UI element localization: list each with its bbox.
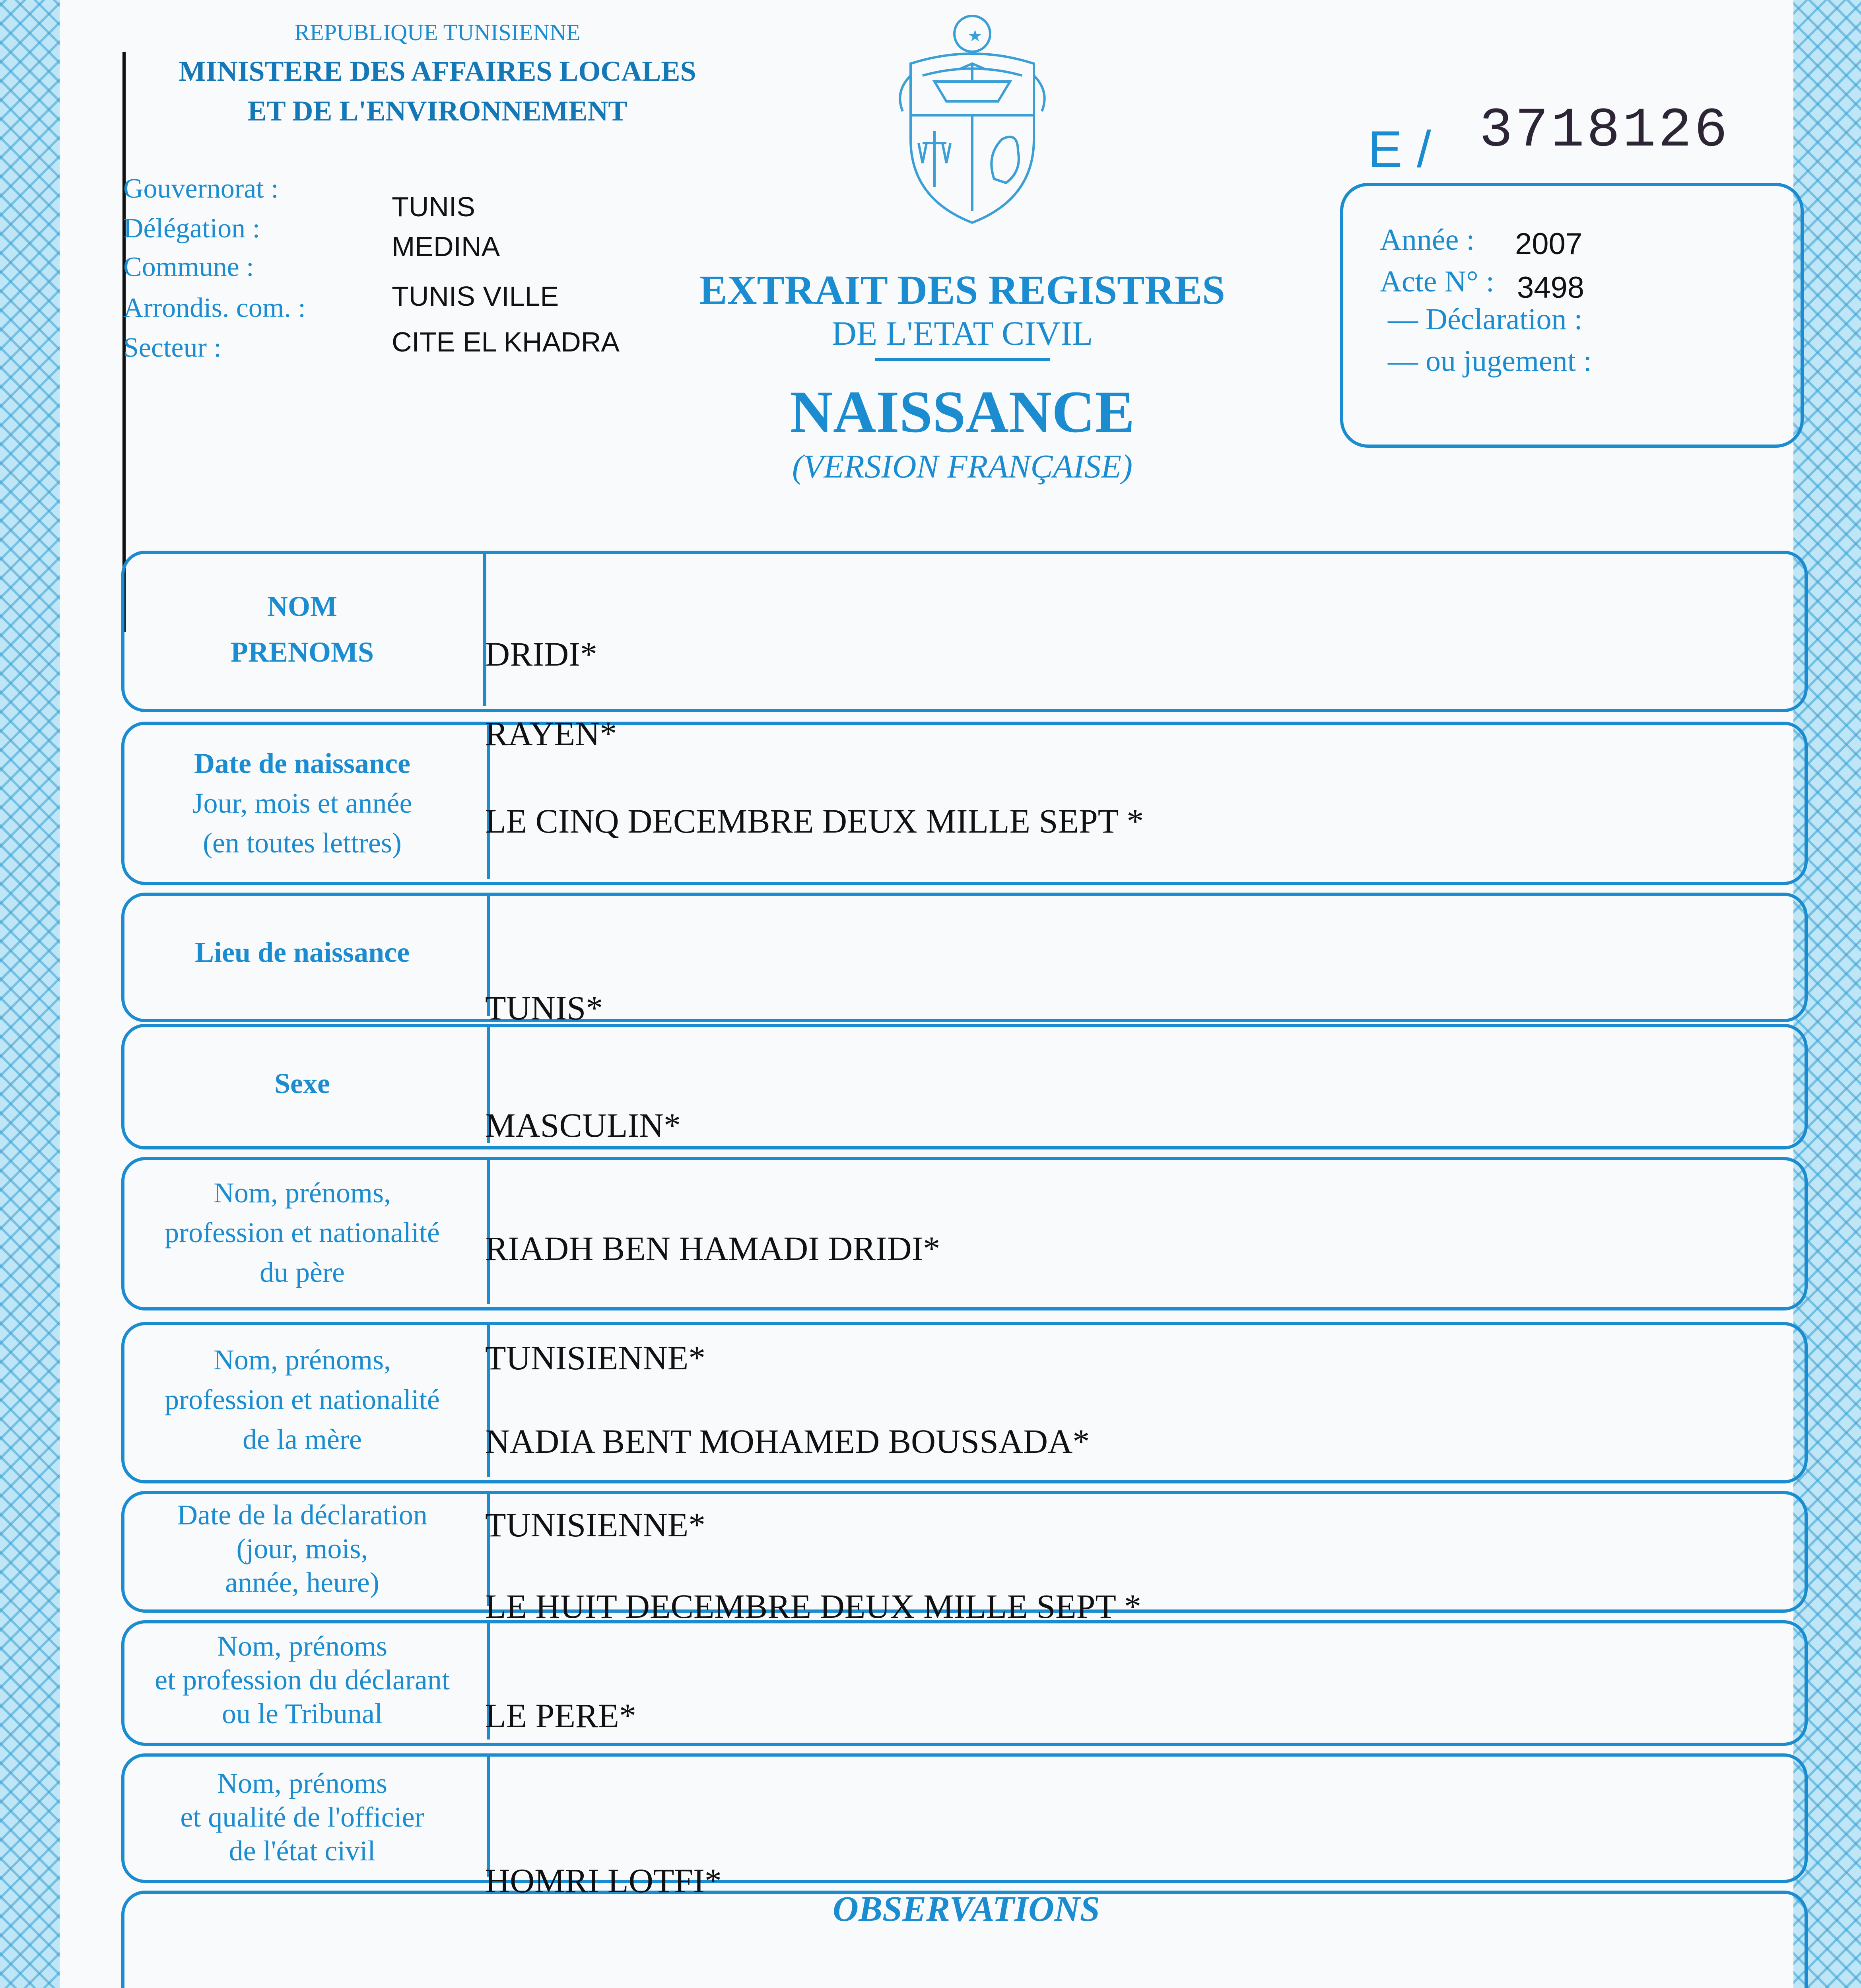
value-pere-nationalite: TUNISIENNE* — [485, 1339, 706, 1377]
label-declarant-3: ou le Tribunal — [221, 1698, 383, 1730]
tunisia-coat-of-arms — [887, 12, 1058, 235]
annee-value: 2007 — [1515, 227, 1583, 261]
value-lieu-naissance: TUNIS* — [485, 989, 603, 1027]
label-declarant-1: Nom, prénoms — [217, 1630, 387, 1662]
label-mere-2: profession et nationalité — [165, 1384, 440, 1415]
label-date-naissance-sub2: (en toutes lettres) — [203, 827, 402, 859]
label-pere-2: profession et nationalité — [165, 1217, 440, 1248]
label-pere-1: Nom, prénoms, — [214, 1177, 391, 1209]
label-nom: NOM — [267, 590, 337, 622]
label-officier-3: de l'état civil — [229, 1835, 376, 1867]
arrondissement-value: TUNIS VILLE — [392, 281, 559, 312]
value-date-naissance: LE CINQ DECEMBRE DEUX MILLE SEPT * — [485, 802, 1144, 840]
value-prenom: RAYEN* — [485, 714, 617, 753]
label-prenoms: PRENOMS — [231, 636, 374, 668]
commune-label: Commune : — [123, 252, 254, 282]
row-officier-divider — [487, 1753, 490, 1877]
value-declarant: LE PERE* — [485, 1697, 636, 1735]
label-declaration-3: année, heure) — [225, 1567, 379, 1598]
guilloche-border-left — [0, 0, 60, 1988]
value-pere: RIADH BEN HAMADI DRIDI* — [485, 1229, 940, 1268]
label-lieu-naissance: Lieu de naissance — [194, 936, 410, 968]
doc-number-value: 3718126 — [1479, 99, 1730, 163]
gouvernorat-value: TUNIS — [392, 191, 475, 222]
value-sexe: MASCULIN* — [485, 1106, 681, 1144]
republic-label: REPUBLIQUE TUNISIENNE — [294, 19, 581, 45]
secteur-label: Secteur : — [123, 332, 221, 363]
acte-number-value: 3498 — [1517, 271, 1585, 305]
label-mere-1: Nom, prénoms, — [214, 1344, 391, 1376]
value-mere: NADIA BENT MOHAMED BOUSSADA* — [485, 1422, 1090, 1460]
label-date-naissance: Date de naissance — [194, 747, 410, 779]
value-officier: HOMRI LOTFI* — [485, 1862, 722, 1900]
delegation-value: MEDINA — [392, 231, 500, 262]
row-nom-frame — [121, 551, 1808, 712]
label-mere-3: de la mère — [243, 1423, 362, 1455]
title-underline — [875, 358, 1050, 361]
label-date-naissance-sub1: Jour, mois et année — [192, 787, 412, 819]
gouvernorat-label: Gouvernorat : — [123, 173, 279, 204]
annee-label: Année : — [1380, 223, 1475, 256]
label-sexe: Sexe — [274, 1068, 330, 1099]
row-nom-divider — [483, 551, 486, 706]
arrondissement-label: Arrondis. com. : — [123, 293, 306, 323]
jugement-label: — ou jugement : — [1388, 344, 1592, 378]
label-declarant-2: et profession du déclarant — [155, 1664, 450, 1696]
label-declaration-2: (jour, mois, — [236, 1533, 368, 1565]
ministry-line-1: MINISTERE DES AFFAIRES LOCALES — [179, 55, 696, 87]
label-officier-2: et qualité de l'officier — [180, 1801, 424, 1833]
doc-number-prefix: E / — [1368, 120, 1431, 178]
acte-number-label: Acte N° : — [1380, 265, 1494, 298]
observations-title: OBSERVATIONS — [833, 1889, 1100, 1929]
delegation-label: Délégation : — [123, 213, 260, 244]
title-naissance: NAISSANCE — [790, 379, 1135, 445]
value-date-declaration: LE HUIT DECEMBRE DEUX MILLE SEPT * — [485, 1587, 1141, 1625]
declaration-label: — Déclaration : — [1388, 303, 1583, 336]
secteur-value: CITE EL KHADRA — [392, 326, 620, 357]
value-nom: DRIDI* — [485, 635, 597, 673]
label-officier-1: Nom, prénoms — [217, 1767, 387, 1799]
ministry-line-2: ET DE L'ENVIRONNEMENT — [247, 95, 627, 127]
title-extrait: EXTRAIT DES REGISTRES — [699, 267, 1225, 313]
title-version: (VERSION FRANÇAISE) — [792, 448, 1133, 485]
value-mere-nationalite: TUNISIENNE* — [485, 1506, 706, 1544]
label-declaration-1: Date de la déclaration — [177, 1499, 427, 1531]
label-pere-3: du père — [260, 1256, 345, 1288]
title-etat-civil: DE L'ETAT CIVIL — [831, 314, 1093, 352]
